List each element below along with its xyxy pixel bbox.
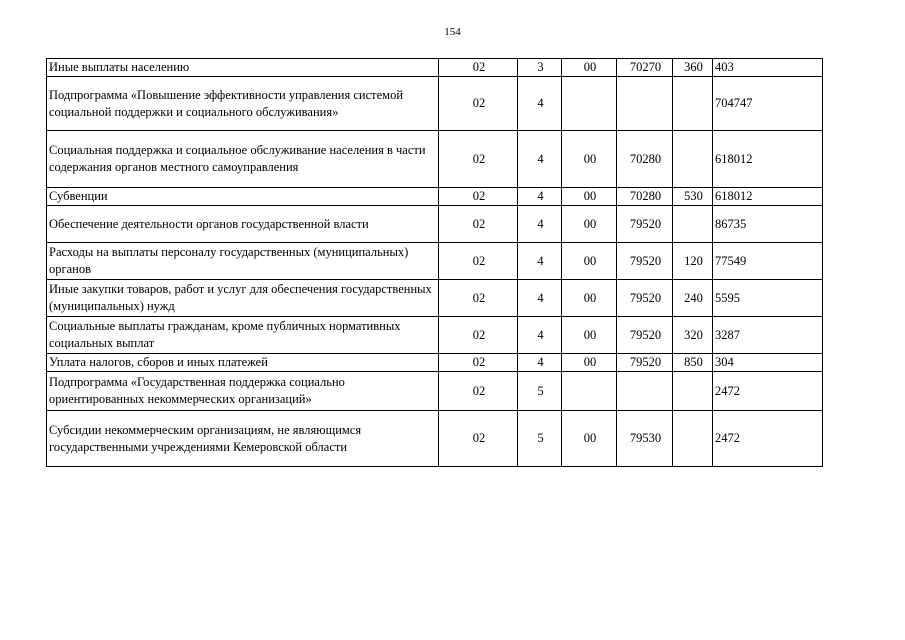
table-row	[47, 77, 823, 131]
row-name: Иные закупки товаров, работ и услуг для обеспечения государственных (муниципальных) нужд	[47, 280, 439, 317]
cell-program: 00	[562, 280, 617, 317]
cell-expense-type: 850	[673, 354, 713, 372]
table-row	[47, 243, 823, 280]
cell-target-article: 79520	[617, 317, 673, 354]
cell-section: 02	[439, 372, 518, 411]
cell-subsection: 4	[518, 206, 562, 243]
cell-subsection: 4	[518, 354, 562, 372]
row-name: Субвенции	[47, 188, 439, 206]
cell-section: 02	[439, 317, 518, 354]
cell-section: 02	[439, 77, 518, 131]
cell-target-article	[617, 372, 673, 411]
cell-target-article: 79520	[617, 243, 673, 280]
cell-expense-type: 320	[673, 317, 713, 354]
cell-subsection: 4	[518, 188, 562, 206]
cell-section: 02	[439, 243, 518, 280]
cell-section: 02	[439, 354, 518, 372]
cell-section: 02	[439, 206, 518, 243]
cell-amount: 2472	[713, 372, 823, 411]
cell-subsection: 4	[518, 243, 562, 280]
cell-subsection: 4	[518, 131, 562, 188]
table-row	[47, 206, 823, 243]
table-row	[47, 59, 823, 77]
budget-table	[46, 58, 823, 467]
row-name: Уплата налогов, сборов и иных платежей	[47, 354, 439, 372]
table-row	[47, 317, 823, 354]
table-row	[47, 354, 823, 372]
cell-program: 00	[562, 243, 617, 280]
cell-expense-type	[673, 131, 713, 188]
cell-amount: 3287	[713, 317, 823, 354]
cell-amount: 403	[713, 59, 823, 77]
cell-section: 02	[439, 59, 518, 77]
cell-program: 00	[562, 354, 617, 372]
row-name: Социальные выплаты гражданам, кроме публичных нормативных социальных выплат	[47, 317, 439, 354]
cell-target-article: 79520	[617, 206, 673, 243]
cell-amount: 77549	[713, 243, 823, 280]
cell-program	[562, 77, 617, 131]
cell-expense-type: 530	[673, 188, 713, 206]
cell-program: 00	[562, 411, 617, 467]
cell-expense-type	[673, 77, 713, 131]
cell-target-article: 79520	[617, 354, 673, 372]
cell-amount: 304	[713, 354, 823, 372]
cell-target-article: 70280	[617, 188, 673, 206]
cell-amount: 704747	[713, 77, 823, 131]
cell-target-article: 70280	[617, 131, 673, 188]
cell-program: 00	[562, 317, 617, 354]
cell-amount: 618012	[713, 131, 823, 188]
cell-target-article: 70270	[617, 59, 673, 77]
row-name: Субсидии некоммерческим организациям, не являющимся государственными учреждениями Кемеровской области	[47, 411, 439, 467]
cell-program: 00	[562, 59, 617, 77]
table-row	[47, 280, 823, 317]
cell-expense-type	[673, 372, 713, 411]
cell-expense-type	[673, 411, 713, 467]
row-name: Расходы на выплаты персоналу государственных (муниципальных) органов	[47, 243, 439, 280]
cell-subsection: 5	[518, 372, 562, 411]
cell-expense-type	[673, 206, 713, 243]
table-row	[47, 411, 823, 467]
cell-program: 00	[562, 188, 617, 206]
cell-section: 02	[439, 411, 518, 467]
cell-program	[562, 372, 617, 411]
cell-amount: 5595	[713, 280, 823, 317]
cell-target-article	[617, 77, 673, 131]
cell-amount: 86735	[713, 206, 823, 243]
row-name: Подпрограмма «Государственная поддержка социально ориентированных некоммерческих организаций»	[47, 372, 439, 411]
cell-program: 00	[562, 206, 617, 243]
cell-section: 02	[439, 131, 518, 188]
row-name: Социальная поддержка и социальное обслуживание населения в части содержания органов местного самоуправления	[47, 131, 439, 188]
cell-expense-type: 240	[673, 280, 713, 317]
cell-expense-type: 360	[673, 59, 713, 77]
table-row	[47, 188, 823, 206]
row-name: Подпрограмма «Повышение эффективности управления системой социальной поддержки и социального обслуживания»	[47, 77, 439, 131]
cell-target-article: 79520	[617, 280, 673, 317]
table-row	[47, 131, 823, 188]
cell-expense-type: 120	[673, 243, 713, 280]
cell-subsection: 4	[518, 280, 562, 317]
cell-target-article: 79530	[617, 411, 673, 467]
cell-subsection: 3	[518, 59, 562, 77]
cell-section: 02	[439, 280, 518, 317]
table-row	[47, 372, 823, 411]
page-number: 154	[444, 26, 461, 38]
row-name: Обеспечение деятельности органов государственной власти	[47, 206, 439, 243]
cell-subsection: 4	[518, 77, 562, 131]
cell-subsection: 4	[518, 317, 562, 354]
row-name: Иные выплаты населению	[47, 59, 439, 77]
cell-subsection: 5	[518, 411, 562, 467]
cell-program: 00	[562, 131, 617, 188]
cell-amount: 2472	[713, 411, 823, 467]
cell-amount: 618012	[713, 188, 823, 206]
cell-section: 02	[439, 188, 518, 206]
